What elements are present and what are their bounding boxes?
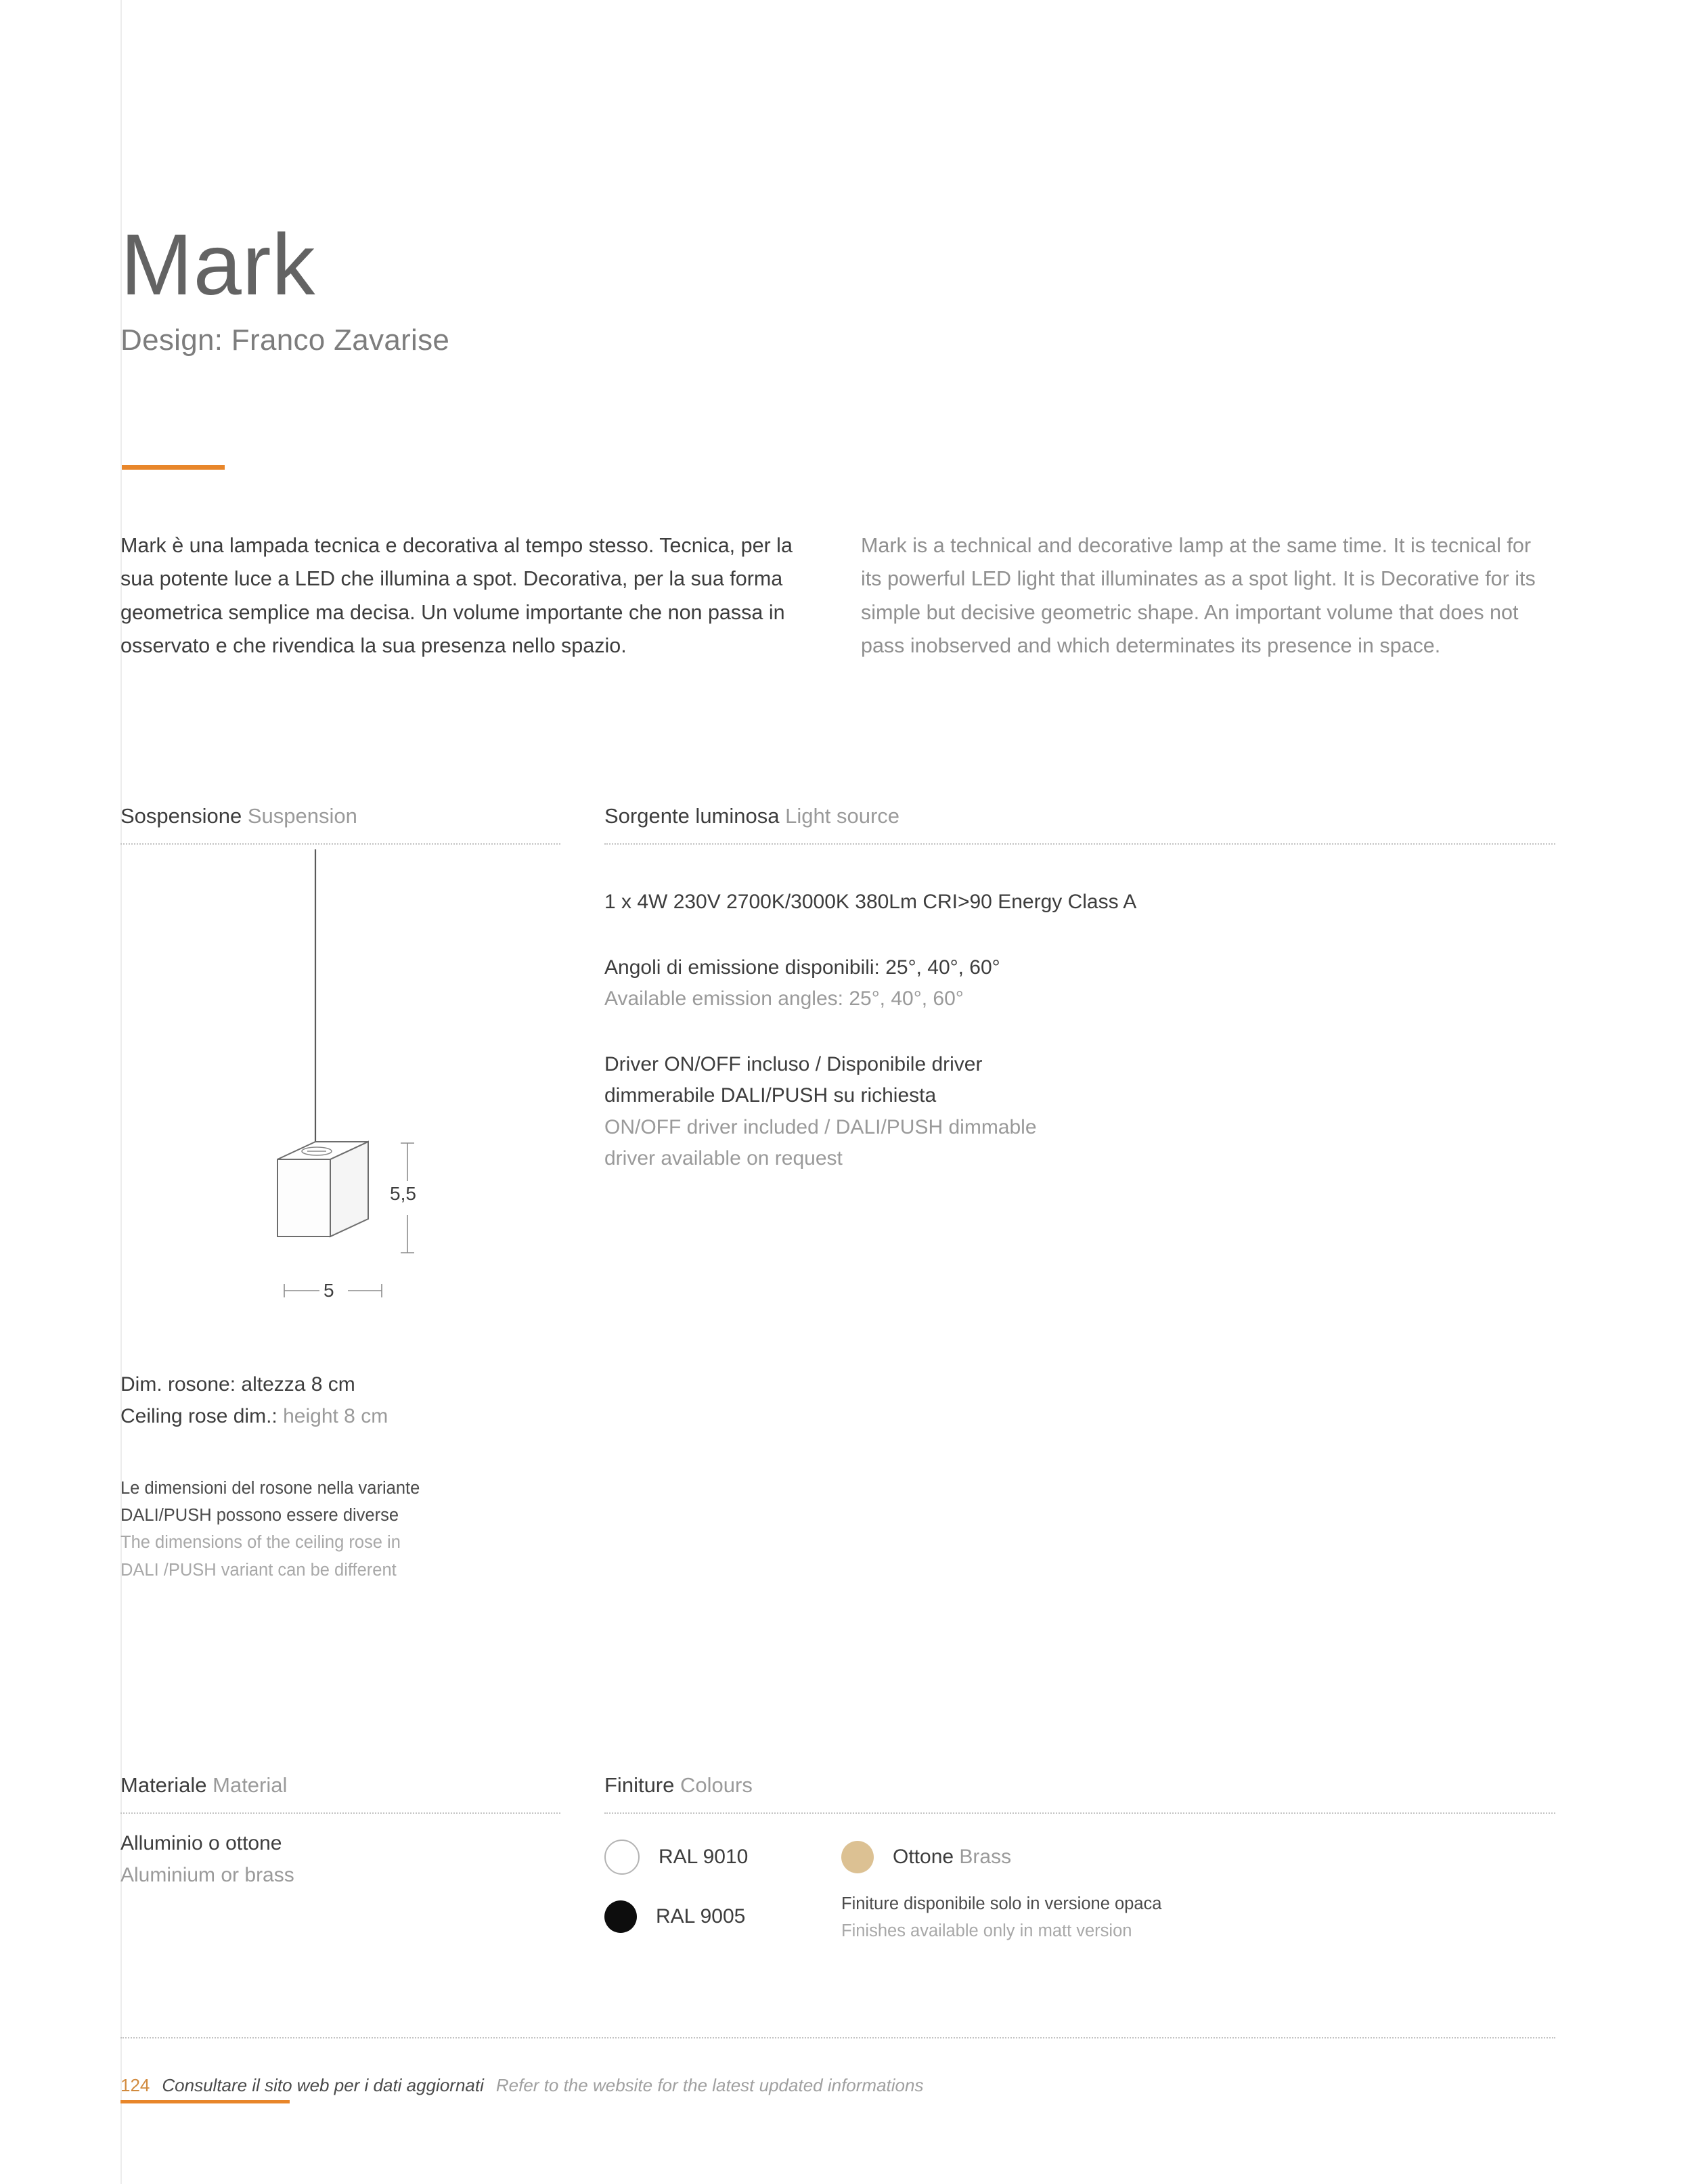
footer-accent-rule <box>120 2100 290 2103</box>
section-header-material <box>120 1773 287 1798</box>
spec-driver-it-1: Driver ON/OFF incluso / Disponibile driver <box>604 1052 983 1075</box>
spec-group-angles <box>604 952 1552 1015</box>
page-title: Mark <box>120 217 316 313</box>
brass-label <box>893 1846 1011 1869</box>
product-technical-drawing <box>120 849 581 1323</box>
dimension-width-label: 5 <box>324 1280 334 1301</box>
spec-driver-it-2: dimmerabile DALI/PUSH su richiesta <box>604 1084 937 1107</box>
ceiling-rose-en-bold: Ceiling rose dim.: <box>120 1405 277 1428</box>
page-number: 124 <box>120 2075 150 2095</box>
ceiling-rose-it <box>120 1368 635 1400</box>
section-header-material-en: Material <box>213 1773 288 1797</box>
ceiling-rose-note-en-2: DALI /PUSH variant can be different <box>120 1560 397 1580</box>
colour-brass-block <box>841 1827 1559 1944</box>
ceiling-rose-it-rest: altezza 8 cm <box>236 1373 355 1396</box>
matt-note-it: Finiture disponibile solo in versione opaca <box>841 1894 1162 1913</box>
section-header-suspension-it: Sospensione <box>120 804 242 828</box>
spec-driver-en-2: driver available on request <box>604 1147 843 1169</box>
ceiling-rose-en <box>120 1400 635 1432</box>
colour-label: RAL 9010 <box>659 1846 749 1868</box>
ceiling-rose-note-en-1: The dimensions of the ceiling rose in <box>120 1533 401 1553</box>
brass-label-en: Brass <box>954 1846 1012 1868</box>
swatch-circle-icon <box>604 1900 637 1933</box>
dimension-height-label: 5,5 <box>390 1183 416 1204</box>
material-values <box>120 1827 499 1892</box>
spec-angles-en: Available emission angles: 25°, 40°, 60° <box>604 987 964 1010</box>
footer <box>120 2075 923 2096</box>
footer-note-it: Consultare il sito web per i dati aggiornati <box>162 2075 484 2095</box>
ceiling-rose-note-it-1: Le dimensioni del rosone nella variante <box>120 1478 420 1498</box>
section-header-suspension <box>120 804 357 828</box>
divider-material <box>120 1812 560 1814</box>
spec-driver-en-1: ON/OFF driver included / DALI/PUSH dimmable <box>604 1115 1037 1138</box>
section-header-colours-en: Colours <box>680 1773 753 1797</box>
matt-note-en: Finishes available only in matt version <box>841 1921 1132 1940</box>
ceiling-rose-en-rest: height 8 cm <box>277 1405 388 1428</box>
matt-version-note <box>841 1891 1559 1944</box>
section-header-light-source-it: Sorgente luminosa <box>604 804 780 828</box>
brass-label-it: Ottone <box>893 1846 954 1868</box>
divider-colours <box>604 1812 1555 1814</box>
drawing-svg <box>120 849 581 1323</box>
divider-suspension <box>120 843 560 845</box>
section-header-colours-it: Finiture <box>604 1773 675 1797</box>
divider-light-source <box>604 843 1555 845</box>
title-block <box>120 217 933 357</box>
spec-group-lamp <box>604 887 1552 918</box>
spec-angles-it: Angoli di emissione disponibili: 25°, 40°, 60° <box>604 956 1000 979</box>
colour-swatch-brass[interactable] <box>841 1827 1559 1887</box>
intro-text-it: Mark è una lampada tecnica e decorativa al tempo stesso. Tecnica, per la sua potente luce a LED che illumina a spot. Decorativa, per la sua forma geometrica semplice ma decisa. Un volume importante che non passa in osservato e che rivendica la sua presenza nello spazio. <box>120 534 793 658</box>
intro-text-en: Mark is a technical and decorative lamp at the same time. It is tecnical for its powerful LED light that illuminates as a spot light. It is Decorative for its simple but decisive geometric shape. An important volume that does not pass inobserved and which determinates its presence in space. <box>861 534 1536 658</box>
ceiling-rose-note-it-2: DALI/PUSH possono essere diverse <box>120 1506 399 1525</box>
intro-section <box>120 529 1555 663</box>
accent-rule <box>122 465 225 470</box>
swatch-circle-icon <box>604 1840 640 1875</box>
ceiling-rose-note <box>120 1475 635 1584</box>
spec-lamp-line: 1 x 4W 230V 2700K/3000K 380Lm CRI>90 Energy Class A <box>604 891 1137 913</box>
colour-label: RAL 9005 <box>656 1905 746 1927</box>
ceiling-rose-it-bold: Dim. rosone: <box>120 1373 236 1396</box>
section-header-light-source-en: Light source <box>785 804 900 828</box>
section-header-light-source <box>604 804 899 828</box>
ceiling-rose-info <box>120 1368 635 1584</box>
section-header-colours <box>604 1773 753 1798</box>
designer-credit: Design: Franco Zavarise <box>120 324 450 357</box>
light-source-specs <box>604 887 1552 1209</box>
footer-note-en: Refer to the website for the latest updated informations <box>495 2075 924 2095</box>
spec-group-driver <box>604 1049 1552 1175</box>
section-header-material-it: Materiale <box>120 1773 207 1797</box>
material-it: Alluminio o ottone <box>120 1832 282 1854</box>
swatch-circle-icon <box>841 1841 874 1873</box>
section-header-suspension-en: Suspension <box>247 804 357 828</box>
material-en: Aluminium or brass <box>120 1864 294 1887</box>
divider-footer <box>120 2037 1555 2038</box>
